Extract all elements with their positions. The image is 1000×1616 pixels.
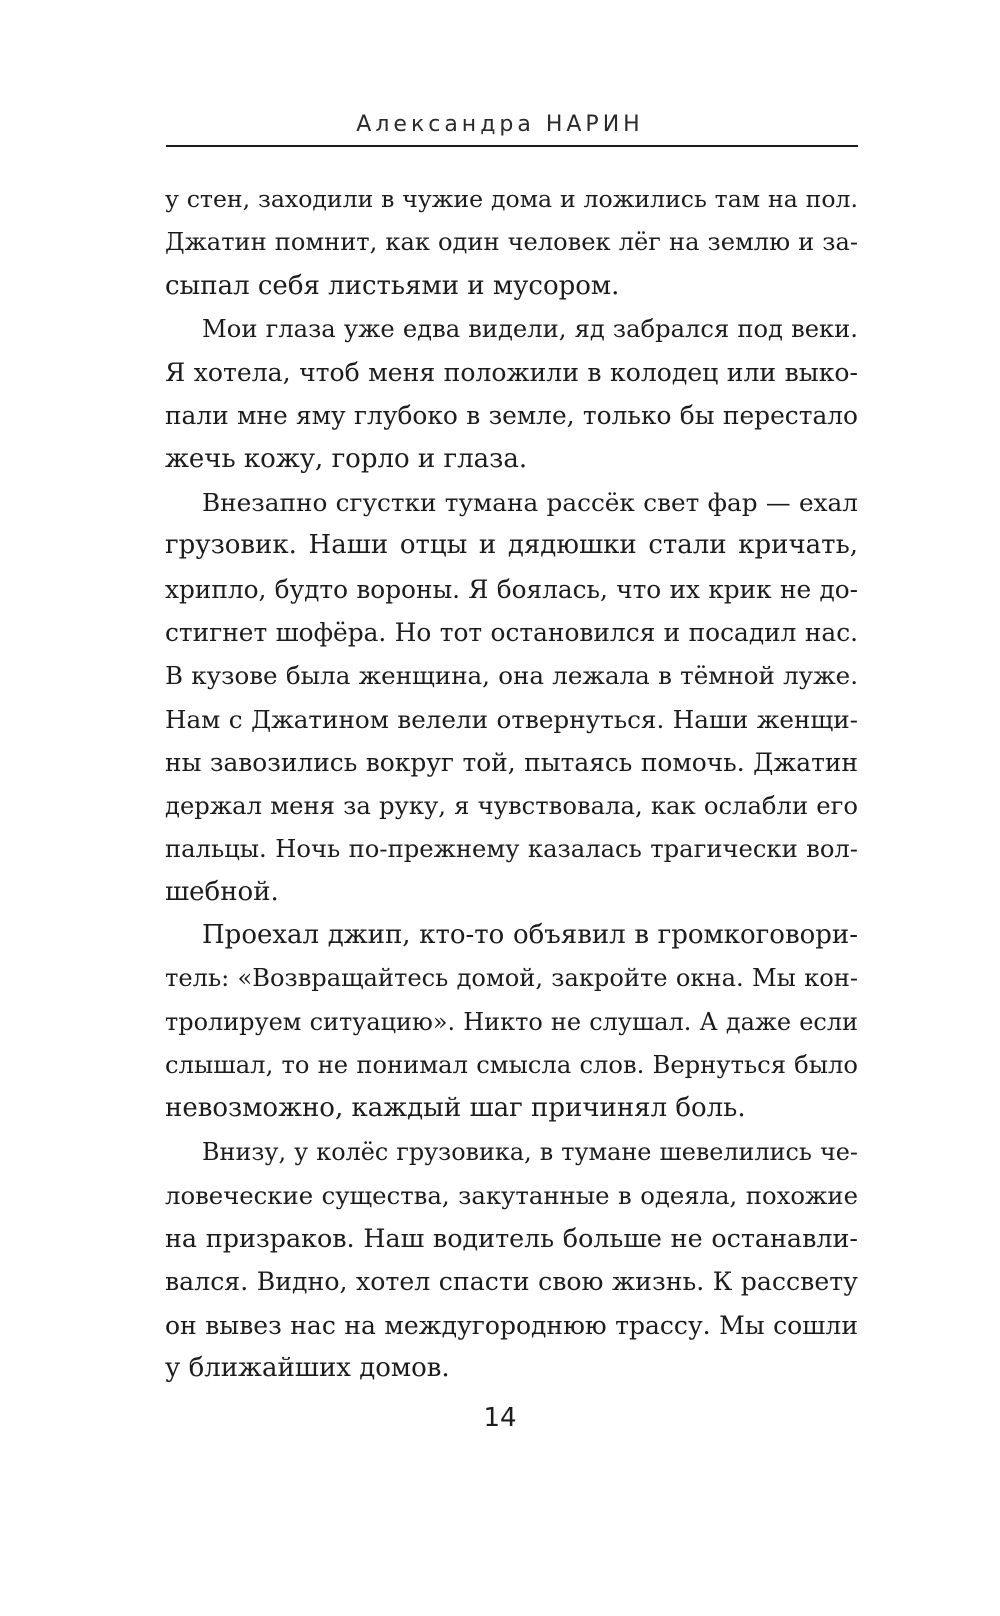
text-line: тролируем ситуацию». Никто не слушал. А даже если [165,1007,858,1036]
text-line: у стен, заходили в чужие дома и ложились там на пол. [165,185,858,213]
text-line: В кузове была женщина, она лежала в тёмной луже. [165,661,858,691]
text-line: Нам с Джатином велели отвернуться. Наши женщи- [165,704,858,734]
text-line: грузовик. Наши отцы и дядюшки стали кричать, [165,530,858,561]
text-line: вался. Видно, хотел спасти свою жизнь. К рассвету [165,1267,858,1297]
text-line: хрипло, будто вороны. Я боялась, что их крик не до- [165,574,858,604]
text-line: слышал, то не понимал смысла слов. Вернуться было [165,1050,858,1079]
text-line: невозможно, каждый шаг причинял боль. [165,1093,746,1124]
body-text [165,178,858,1390]
text-line: ловеческие существа, закутанные в одеяла, похожие [165,1180,858,1210]
text-line: шебной. [165,876,279,907]
text-line: тель: «Возвращайтесь домой, закройте окна. Мы кон- [165,964,858,993]
text-line: у ближайших домов. [165,1353,450,1384]
header-rule [166,145,858,147]
text-line: Мои глаза уже едва видели, яд забрался под веки. [202,314,858,343]
page-number: 14 [483,1403,517,1433]
text-line: Внезапно сгустки тумана рассёк свет фар — ехал [202,488,858,518]
text-line: Джатин помнит, как один человек лёг на землю и за- [165,228,858,257]
text-line: пальцы. Ночь по-прежнему казалась трагически вол- [165,834,858,864]
running-header-author: Александра НАРИН [356,112,644,137]
text-line: ны завозились вокруг той, пытаясь помочь. Джатин [165,747,858,777]
text-line: на призраков. Наш водитель больше не останавли- [165,1223,858,1254]
text-line: Внизу, у колёс грузовика, в тумане шевелились че- [202,1137,858,1166]
text-line: держал меня за руку, я чувствовала, как ослабли его [165,791,858,821]
text-line: сыпал себя листьями и мусором. [165,270,620,301]
text-line: стигнет шофёра. Но тот остановился и посадил нас. [165,617,858,647]
text-line: Я хотела, чтоб меня положили в колодец или выко- [165,358,858,388]
text-line: Проехал джип, кто-то объявил в громкоговори- [202,920,858,951]
text-line: он вывез нас на междугороднюю трассу. Мы сошли [165,1310,858,1340]
text-line: пали мне яму глубоко в земле, только бы перестало [165,401,858,431]
text-line: жечь кожу, горло и глаза. [165,443,528,474]
